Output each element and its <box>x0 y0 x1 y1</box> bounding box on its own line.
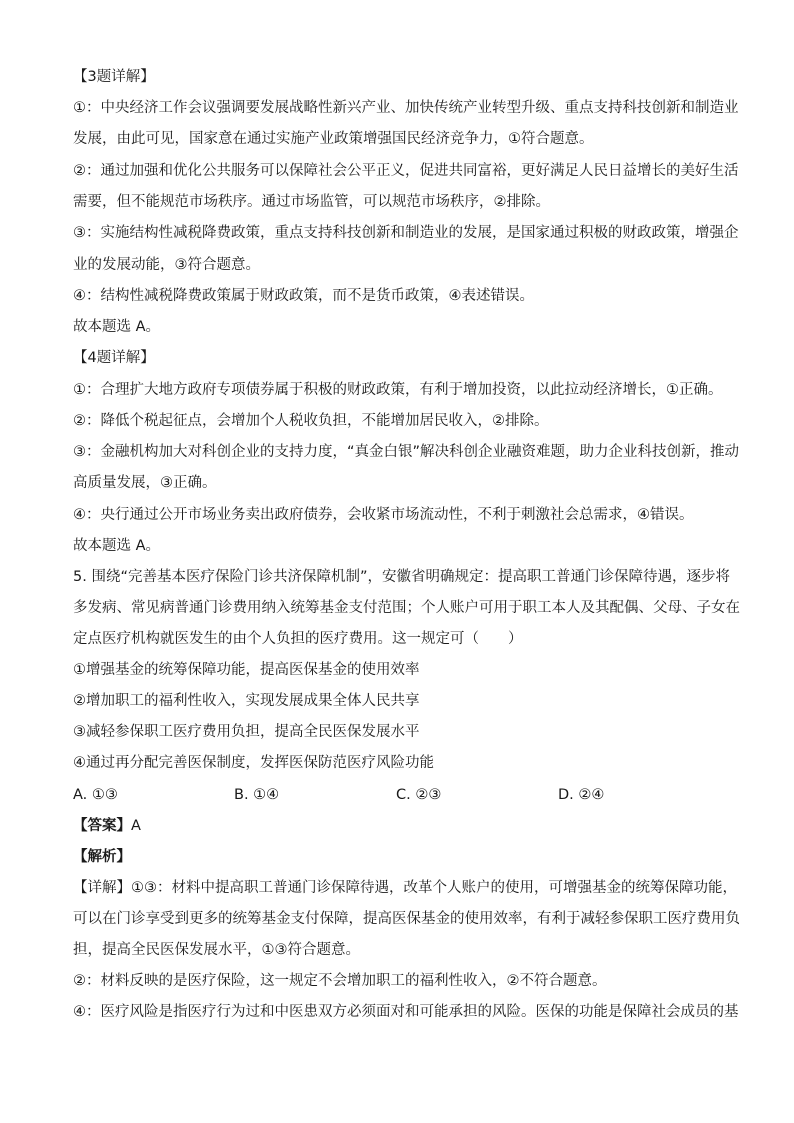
option-b: B. ①④ <box>234 787 280 803</box>
answer-value: A <box>131 818 141 834</box>
q5-statement: ①增强基金的统筹保障功能，提高医保基金的使用效率 <box>73 662 420 678</box>
q4-line: ①：合理扩大地方政府专项债券属于积极的财政政策，有利于增加投资，以此拉动经济增长，①正确。 <box>73 382 723 398</box>
q4-conclusion: 故本题选 A。 <box>73 538 161 554</box>
q4-line: ③：金融机构加大对科创企业的支持力度，“真金白银”解决科创企业融资难题，助力企业科技创新，推动 <box>73 444 740 460</box>
detail-line: ④：医疗风险是指医疗行为过和中医患双方必须面对和可能承担的风险。医保的功能是保障社会成员的基 <box>73 1004 739 1020</box>
q3-header: 【3题详解】 <box>73 69 155 85</box>
q3-line: 需要，但不能规范市场秩序。通过市场监管，可以规范市场秩序，②排除。 <box>73 194 550 210</box>
q4-line: 高质量发展，③正确。 <box>73 475 217 491</box>
q3-conclusion: 故本题选 A。 <box>73 319 161 335</box>
q5-statement: ④通过再分配完善医保制度，发挥医保防范医疗风险功能 <box>73 755 434 771</box>
detail-line: 担，提高全民医保发展水平，①③符合题意。 <box>73 942 360 958</box>
q5-stem-line: 5. 围绕“完善基本医疗保险门诊共济保障机制”，安徽省明确规定：提高职工普通门诊保障待遇，逐步将 <box>73 569 730 585</box>
q3-line: 业的发展动能，③符合题意。 <box>73 257 260 273</box>
q5-statement: ②增加职工的福利性收入，实现发展成果全体人民共享 <box>73 693 420 709</box>
option-c: C. ②③ <box>396 787 442 803</box>
detail-label: 【详解】 <box>73 880 131 896</box>
option-d: D. ②④ <box>558 787 605 803</box>
option-a: A. ①③ <box>73 787 118 803</box>
q5-stem-line: 多发病、常见病普通门诊费用纳入统筹基金支付范围；个人账户可用于职工本人及其配偶、父母、子女在 <box>73 600 740 616</box>
q5-statement: ③减轻参保职工医疗费用负担，提高全民医保发展水平 <box>73 724 420 740</box>
detail-text: ①③：材料中提高职工普通门诊保障待遇，改革个人账户的使用，可增强基金的统筹保障功能， <box>131 880 737 896</box>
detail-line: ②：材料反映的是医疗保险，这一规定不会增加职工的福利性收入，②不符合题意。 <box>73 973 607 989</box>
q3-line: ①：中央经济工作会议强调要发展战略性新兴产业、加快传统产业转型升级、重点支持科技创新和制造业 <box>73 100 739 116</box>
answer-label: 【答案】 <box>73 818 131 834</box>
q4-header: 【4题详解】 <box>73 350 155 366</box>
answer-row <box>73 816 723 836</box>
q3-line: ③：实施结构性减税降费政策，重点支持科技创新和制造业的发展，是国家通过积极的财政政策，增强企 <box>73 225 739 241</box>
detail-line: 可以在门诊享受到更多的统筹基金支付保障，提高医保基金的使用效率，有利于减轻参保职工医疗费用负 <box>73 911 740 927</box>
q4-line: ②：降低个税起征点，会增加个人税收负担，不能增加居民收入，②排除。 <box>73 413 549 429</box>
analysis-label: 【解析】 <box>73 849 131 865</box>
q4-line: ④：央行通过公开市场业务卖出政府债券，会收紧市场流动性，不利于刺激社会总需求，④错误。 <box>73 507 694 523</box>
q5-stem-line: 定点医疗机构就医发生的由个人负担的医疗费用。这一规定可（ ） <box>73 631 523 647</box>
q3-line: ④：结构性减税降费政策属于财政政策，而不是货币政策，④表述错误。 <box>73 288 534 304</box>
detail-row <box>73 878 737 898</box>
q3-line: ②：通过加强和优化公共服务可以保障社会公平正义，促进共同富裕，更好满足人民日益增长的美好生活 <box>73 163 739 179</box>
q3-line: 发展，由此可见，国家意在通过实施产业政策增强国民经济竞争力，①符合题意。 <box>73 131 594 147</box>
